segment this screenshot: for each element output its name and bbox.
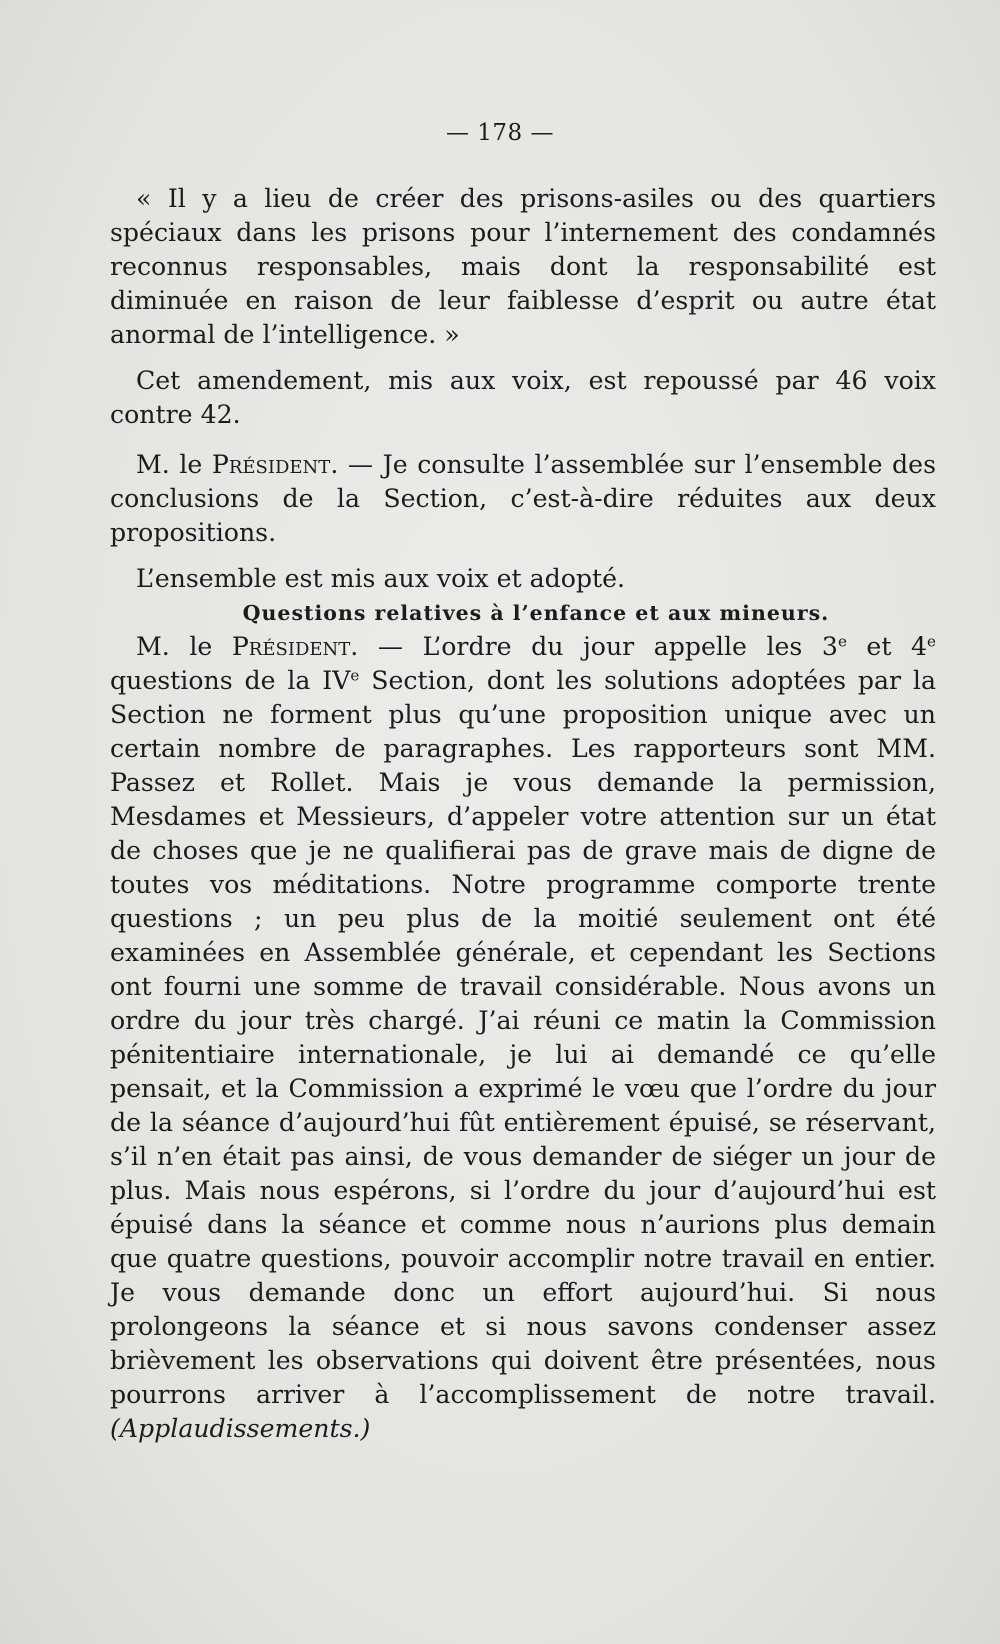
president-statement-1 (110, 448, 936, 550)
adoption-paragraph: L’ensemble est mis aux voix et adopté. (136, 564, 626, 593)
page-number: — 178 — (445, 120, 555, 146)
president-statement-2 (110, 630, 936, 1446)
statement-text-a: . — L’ordre du jour appelle les 3 (350, 632, 838, 661)
superscript: e (927, 632, 936, 651)
statement-text-d: Section, dont les solutions adoptées par la Section ne forment plus qu’une proposition unique avec un certain nombre de paragraphes. Les rapporteurs sont MM. Passez et Rollet. Mais je vous demande la permission, Mesdames et Messieurs, d’appeler votre attention sur un état de choses que je ne qualifierai pas de grave mais de digne de toutes vos méditations. Notre programme comporte trente questions ; un peu plus de la moitié seulement ont été examinées en Assemblée générale, et cependant les Sections ont fourni une somme de travail considérable. Nous avons un ordre du jour très chargé. J’ai réuni ce matin la Commission pénitentiaire internationale, je lui ai demandé ce qu’elle pensait, et la Commission a exprimé le vœu que l’ordre du jour de la séance d’aujourd’hui fût entièrement épuisé, se réservant, s’il n’en était pas ainsi, de vous demander de siéger un jour de plus. Mais nous espérons, si l’ordre du jour d’aujourd’hui est épuisé dans la séance et comme nous n’aurions plus demain que quatre questions, pouvoir accomplir notre travail en entier. Je vous demande donc un effort aujourd’hui. Si nous prolongeons la séance et si nous savons condenser assez brièvement les observations qui doivent être présentées, nous pourrons arriver à l’accomplissement de notre travail. (110, 666, 936, 1409)
statement-text-b: et 4 (846, 632, 928, 661)
section-heading: Questions relatives à l’enfance et aux mineurs. (242, 601, 830, 625)
speaker-prefix: M. le (136, 632, 232, 661)
statement-text-c: questions de la IV (110, 666, 351, 695)
superscript: e (350, 666, 360, 685)
speaker-prefix: M. le (136, 450, 212, 479)
speaker-title: Président (231, 632, 351, 661)
speaker-title: Président (211, 450, 331, 479)
vote-result-paragraph: Cet amendement, mis aux voix, est repoussé par 46 voix contre 42. (110, 366, 936, 429)
amendment-quote: « Il y a lieu de créer des prisons-asiles ou des quartiers spéciaux dans les prisons pour l’internement des condamnés reconnus responsables, mais dont la responsabilité est diminuée en raison de leur faiblesse d’esprit ou autre état anormal de l’intelligence. » (110, 184, 936, 349)
applause-note: (Applaudissements.) (110, 1414, 371, 1443)
body-text (110, 182, 936, 1446)
superscript: e (837, 632, 847, 651)
statement-text: . — Je consulte l’assemblée sur l’ensemble des conclusions de la Section, c’est-à-dire réduites aux deux propositions. (110, 450, 936, 547)
